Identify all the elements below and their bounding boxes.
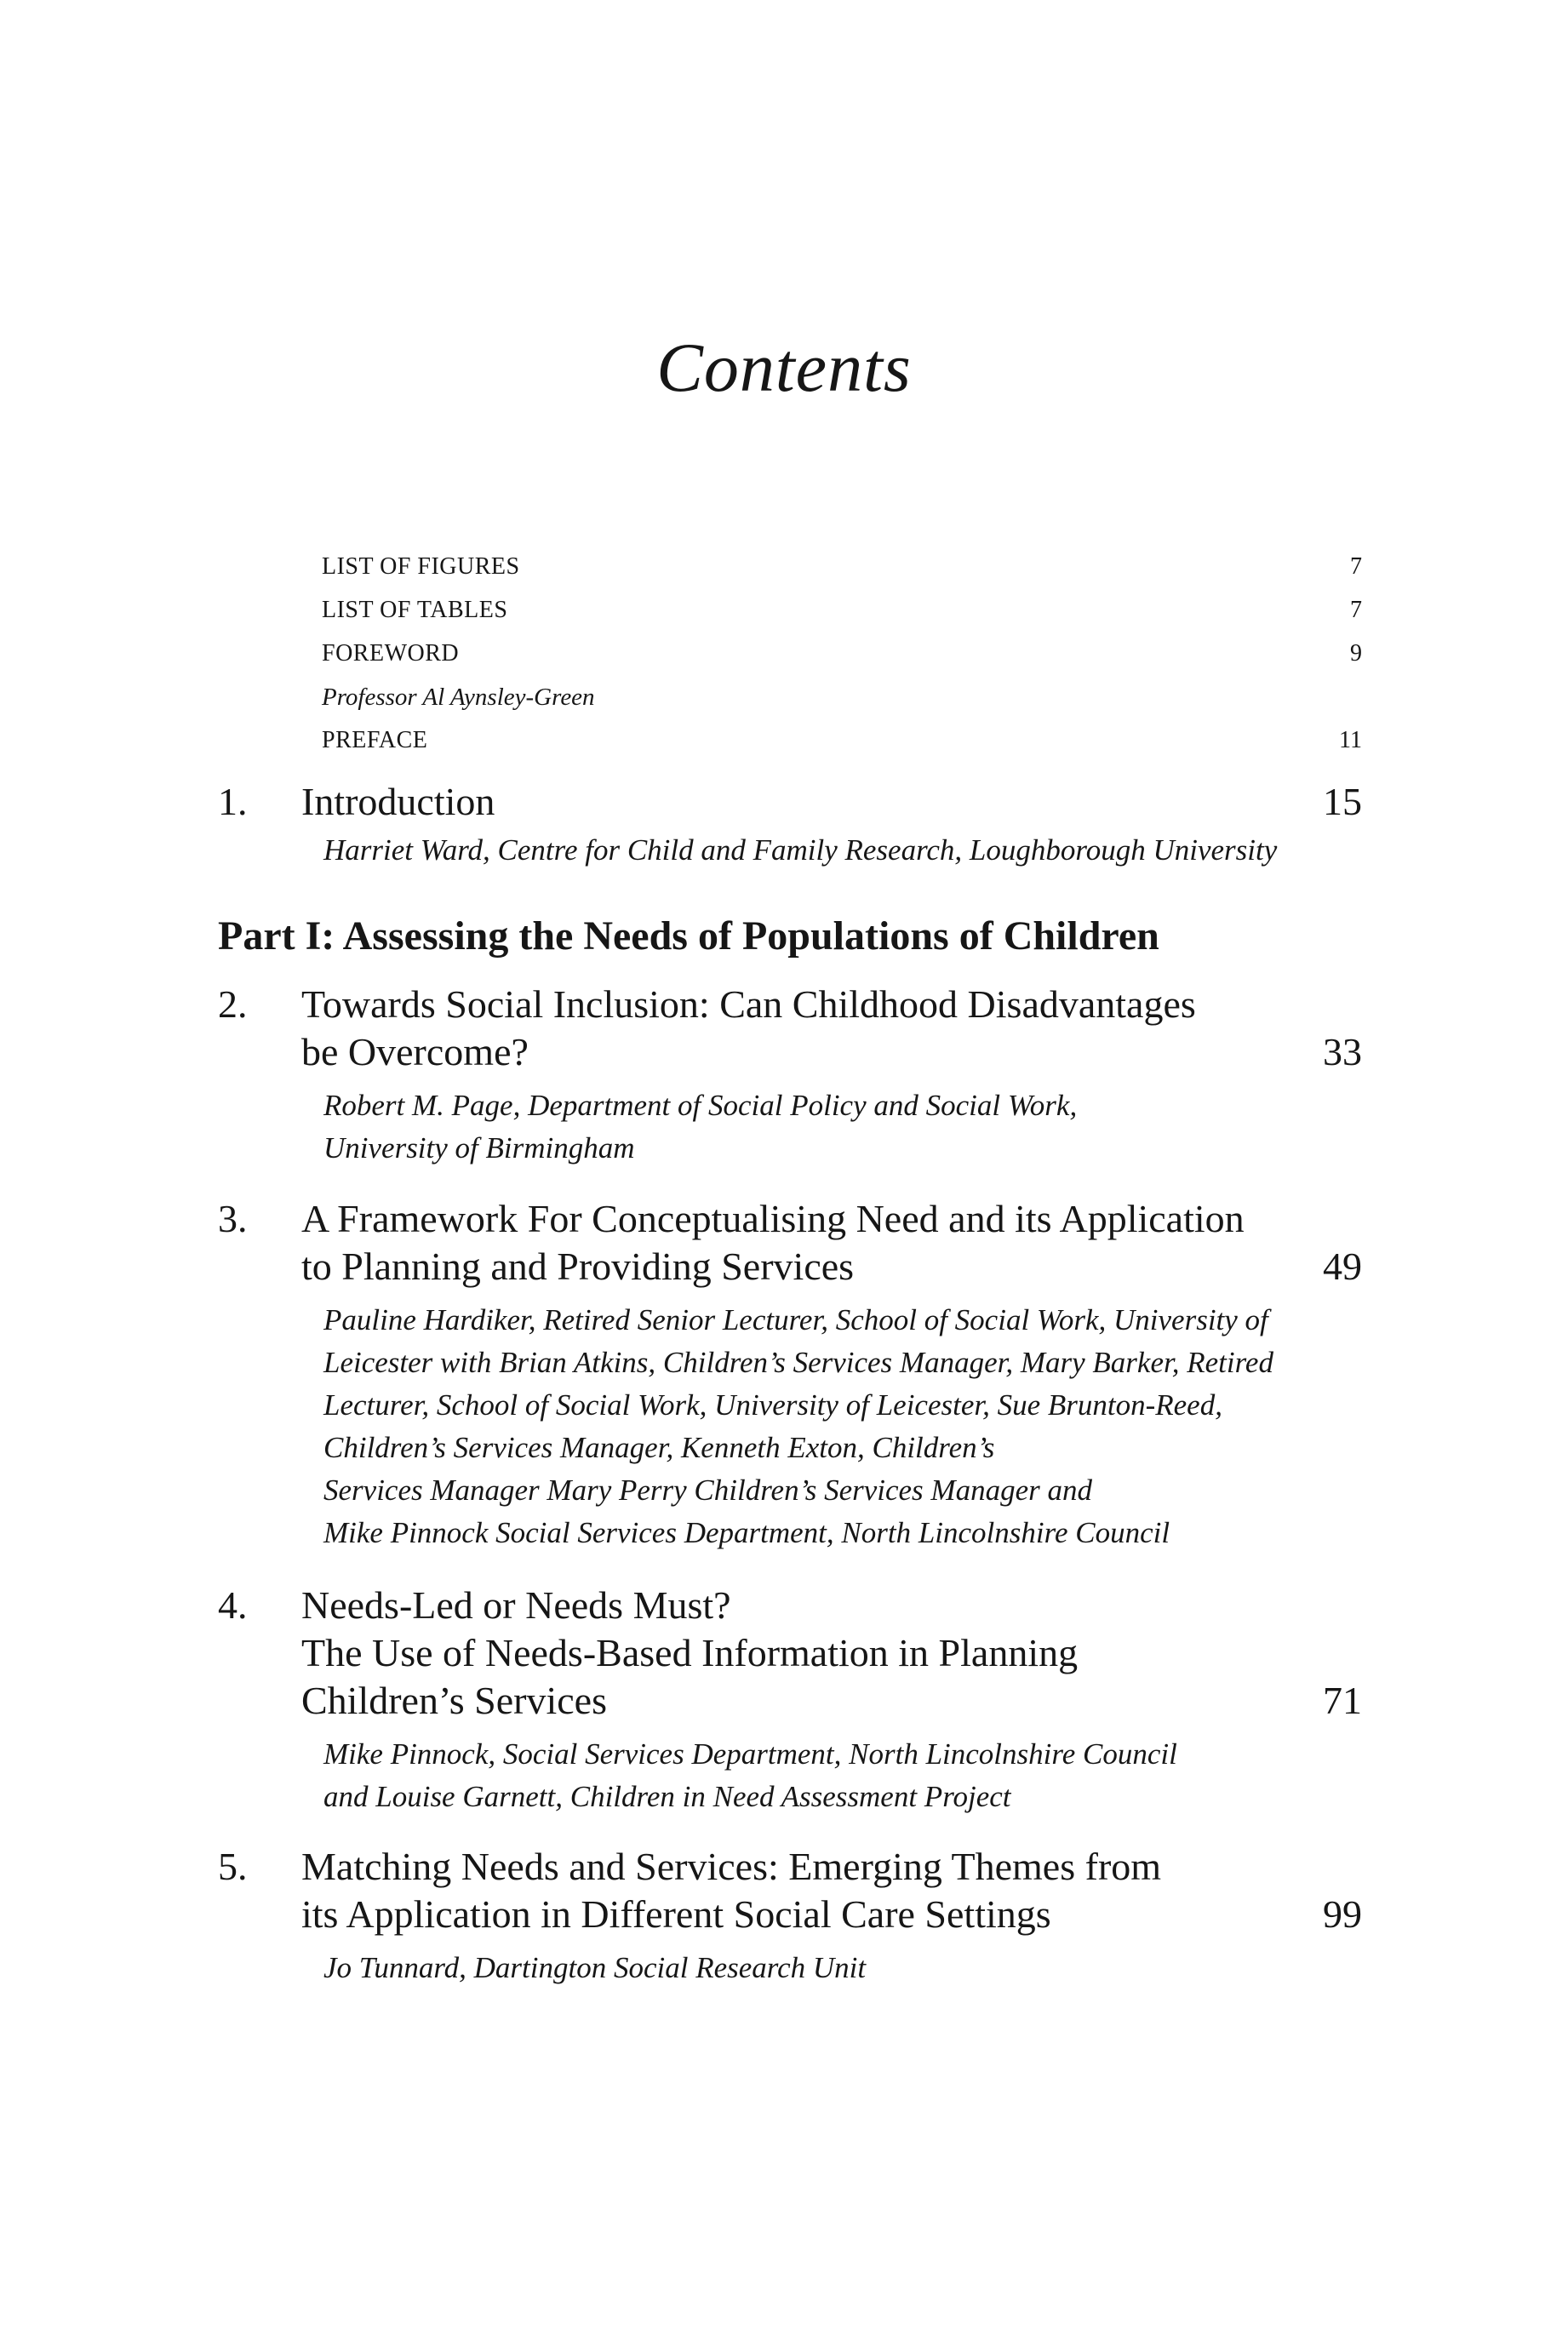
chapter-authors bbox=[323, 1947, 1362, 1989]
page-number: 7 bbox=[1350, 553, 1362, 580]
author-line: Services Manager Mary Perry Children’s Services Manager and bbox=[323, 1474, 1092, 1507]
front-matter-label: PREFACE bbox=[322, 727, 428, 753]
front-matter-label: LIST OF FIGURES bbox=[322, 553, 520, 580]
page-number: 49 bbox=[1323, 1245, 1362, 1288]
page-number: 33 bbox=[1323, 1030, 1362, 1073]
chapter-title-line bbox=[301, 1677, 1362, 1725]
chapter-title: Matching Needs and Services: Emerging Themes from bbox=[301, 1845, 1162, 1888]
chapter-title: to Planning and Providing Services bbox=[301, 1245, 855, 1288]
chapter-title: its Application in Different Social Care Settings bbox=[301, 1892, 1051, 1936]
author-line: Jo Tunnard, Dartington Social Research Unit bbox=[323, 1951, 867, 1984]
chapter-title-line bbox=[301, 1243, 1362, 1290]
chapter-title: A Framework For Conceptualising Need and its Application bbox=[301, 1197, 1245, 1240]
chapter-title-line bbox=[301, 981, 1362, 1028]
author-line: and Louise Garnett, Children in Need Assessment Project bbox=[323, 1780, 1011, 1813]
chapter-title-line bbox=[301, 778, 1362, 826]
author-line: Lecturer, School of Social Work, University of Leicester, Sue Brunton-Reed, bbox=[323, 1388, 1222, 1422]
front-matter-item[interactable] bbox=[322, 638, 1362, 682]
foreword-author: Professor Al Aynsley-Green bbox=[322, 684, 595, 711]
chapter-number: 4. bbox=[218, 1583, 248, 1627]
page-number: 7 bbox=[1350, 597, 1362, 623]
chapter-title-line bbox=[301, 1891, 1362, 1938]
page-title: Contents bbox=[656, 329, 912, 406]
author-line: University of Birmingham bbox=[323, 1131, 635, 1165]
page-number: 9 bbox=[1350, 640, 1362, 667]
page-number: 11 bbox=[1339, 727, 1362, 753]
page-number: 99 bbox=[1323, 1892, 1362, 1936]
author-line: Mike Pinnock, Social Services Department, North Lincolnshire Council bbox=[323, 1737, 1177, 1771]
chapter-title-line bbox=[301, 1195, 1362, 1243]
chapter-authors bbox=[323, 829, 1362, 872]
author-line: Mike Pinnock Social Services Department, North Lincolnshire Council bbox=[323, 1516, 1170, 1549]
front-matter-author-row bbox=[322, 682, 1362, 725]
chapter-number: 3. bbox=[218, 1197, 248, 1240]
author-line: Robert M. Page, Department of Social Policy and Social Work, bbox=[323, 1089, 1078, 1122]
page-number: 71 bbox=[1323, 1679, 1362, 1722]
chapter-number: 5. bbox=[218, 1845, 248, 1888]
front-matter-item[interactable] bbox=[322, 725, 1362, 769]
chapter-title: be Overcome? bbox=[301, 1030, 529, 1073]
front-matter-label: LIST OF TABLES bbox=[322, 597, 508, 623]
front-matter-list bbox=[322, 552, 1362, 769]
author-line: Harriet Ward, Centre for Child and Family Research, Loughborough University bbox=[323, 833, 1278, 867]
chapter-title-line bbox=[301, 1028, 1362, 1076]
front-matter-item[interactable] bbox=[322, 595, 1362, 638]
chapter-authors bbox=[323, 1299, 1362, 1554]
chapter-title: Introduction bbox=[301, 780, 495, 823]
chapter-title: Children’s Services bbox=[301, 1679, 607, 1722]
chapter-title: Towards Social Inclusion: Can Childhood Disadvantages bbox=[301, 982, 1196, 1026]
author-line: Pauline Hardiker, Retired Senior Lecturer, School of Social Work, University of bbox=[323, 1303, 1268, 1336]
chapter-title-line bbox=[301, 1629, 1362, 1677]
chapter-authors bbox=[323, 1733, 1362, 1818]
chapter-title-line bbox=[301, 1843, 1362, 1891]
part-heading: Part I: Assessing the Needs of Populations of Children bbox=[218, 913, 1159, 959]
chapter-title-line bbox=[301, 1582, 1362, 1629]
chapter-number: 2. bbox=[218, 982, 248, 1026]
author-line: Children’s Services Manager, Kenneth Exton, Children’s bbox=[323, 1431, 995, 1464]
front-matter-label: FOREWORD bbox=[322, 640, 460, 667]
page-number: 15 bbox=[1323, 780, 1362, 823]
front-matter-item[interactable] bbox=[322, 552, 1362, 595]
chapter-title: Needs-Led or Needs Must? bbox=[301, 1583, 731, 1627]
chapter-authors bbox=[323, 1084, 1362, 1170]
author-line: Leicester with Brian Atkins, Children’s Services Manager, Mary Barker, Retired bbox=[323, 1346, 1273, 1379]
chapter-number: 1. bbox=[218, 780, 248, 823]
chapter-title: The Use of Needs-Based Information in Planning bbox=[301, 1631, 1079, 1674]
